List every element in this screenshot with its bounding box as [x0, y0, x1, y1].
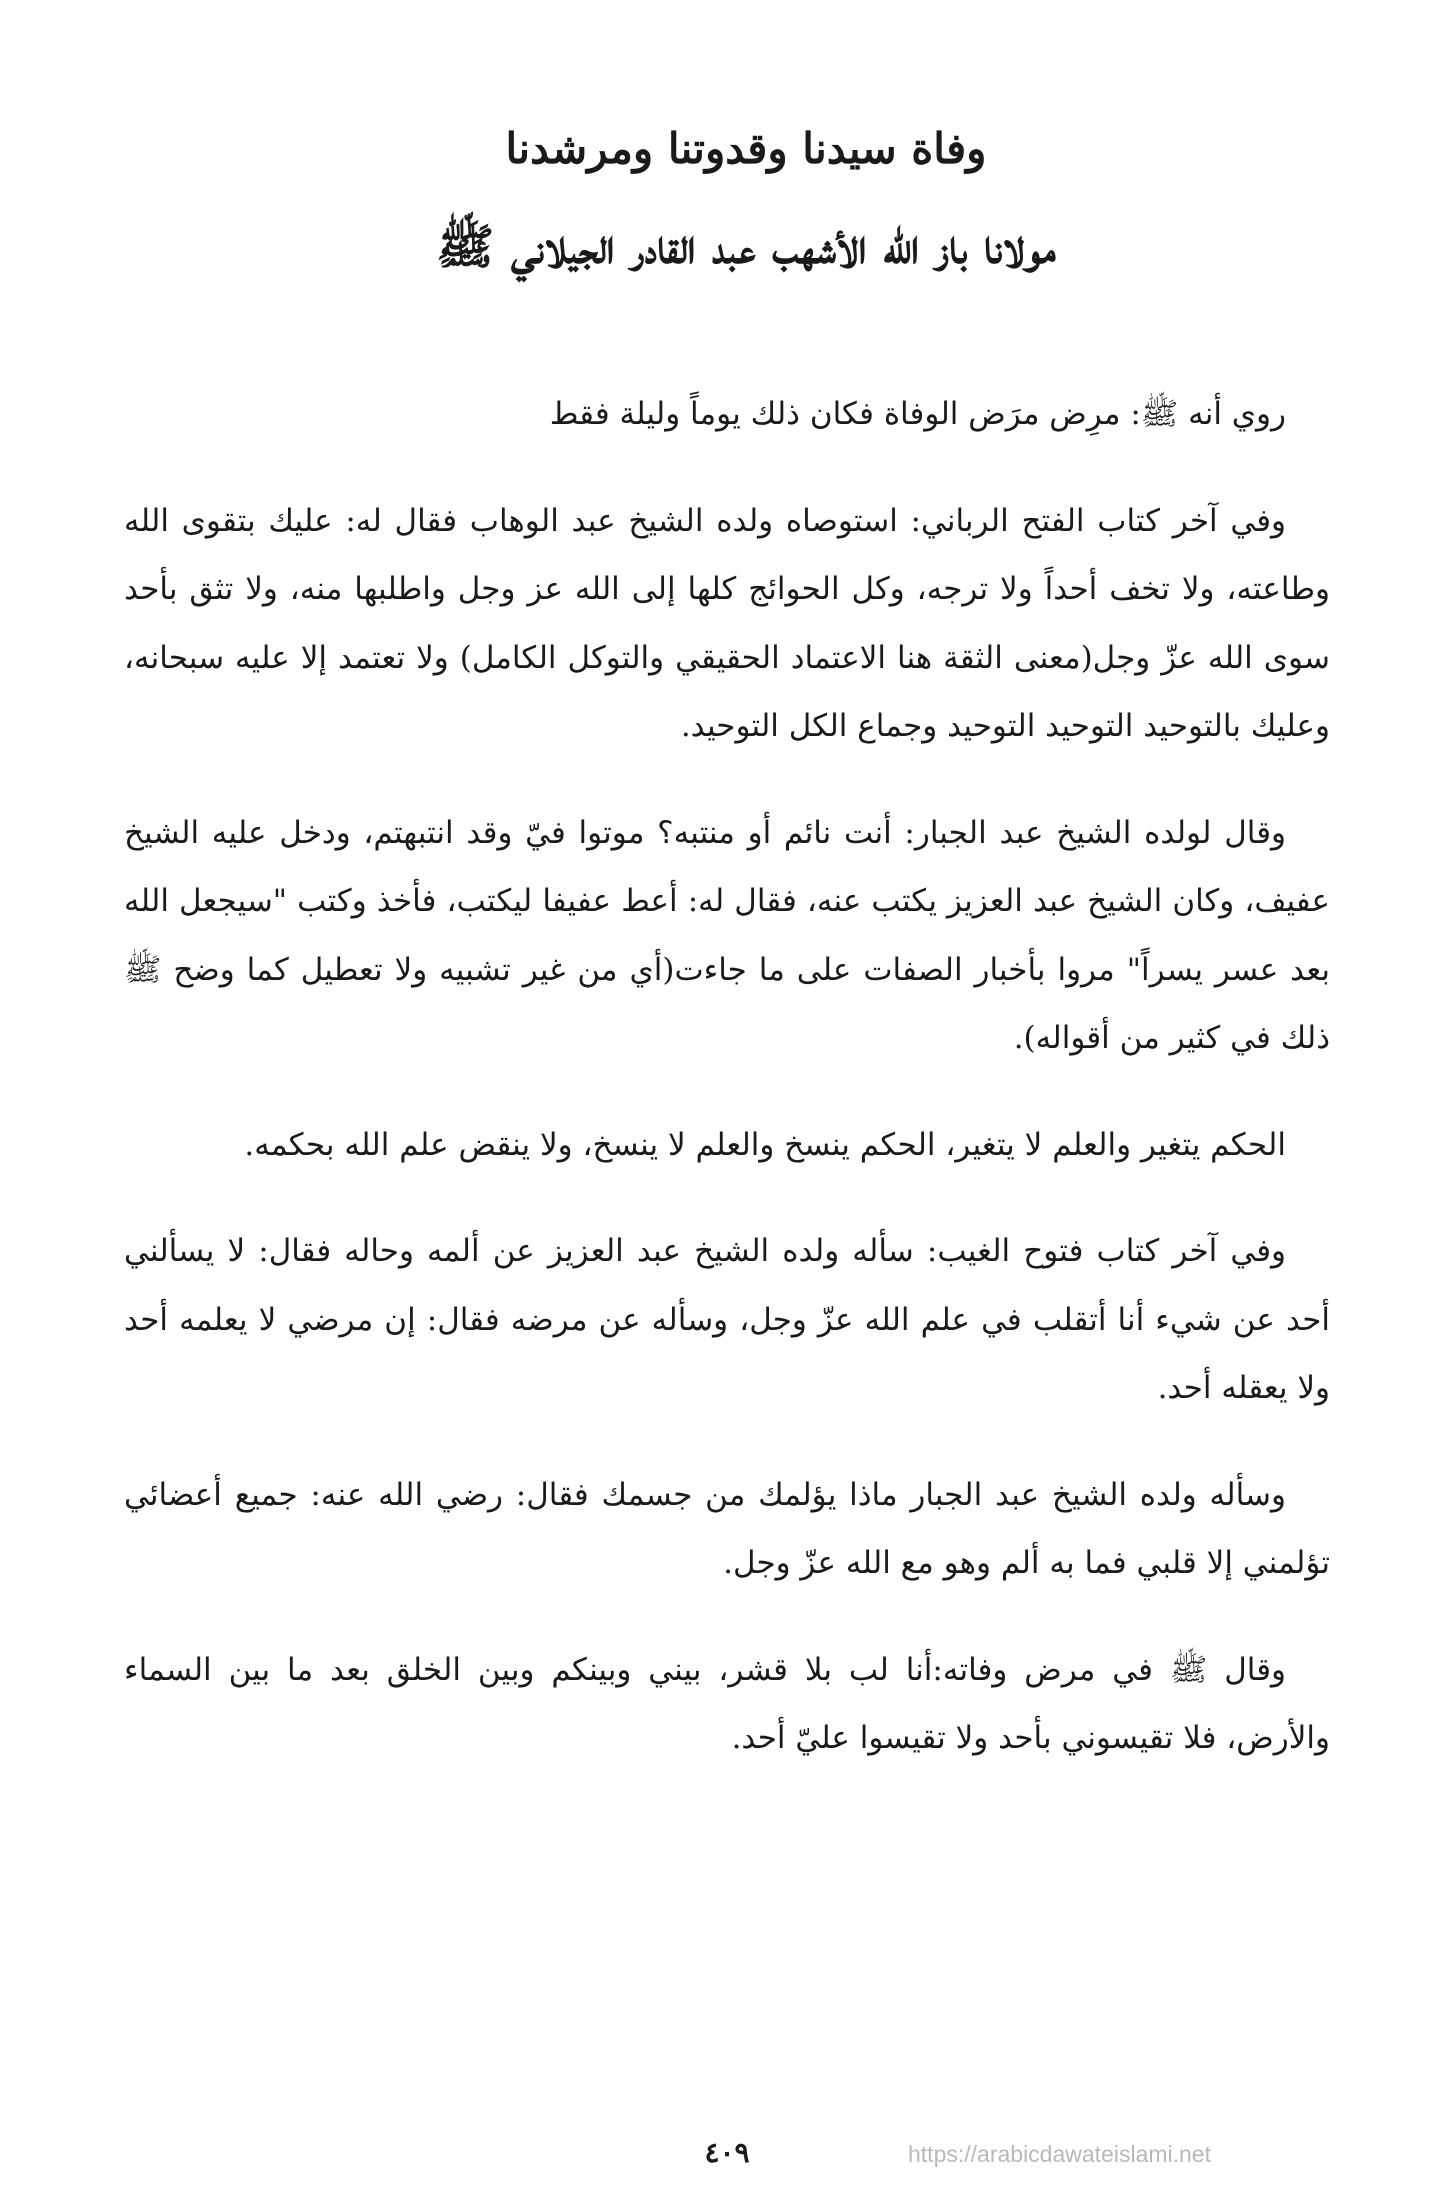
title-line-2: مولانا باز الله الأشهب عبد القادر الجيلاني ﷺ — [436, 219, 1056, 275]
paragraph: وفي آخر كتاب فتوح الغيب: سأله ولده الشيخ عبد العزيز عن ألمه وحاله فقال: لا يسألني أحد عن شيء أنا أتقلب في علم الله عزّ وجل، وسأله عن مرضه فقال: إن مرضي لا يعلمه أحد ولا يعقله أحد. — [124, 1233, 1330, 1406]
watermark: https://arabicdawateislami.net — [908, 2141, 1211, 2167]
paragraph: الحكم يتغير والعلم لا يتغير، الحكم ينسخ والعلم لا ينسخ، ولا ينقض علم الله بحكمه. — [244, 1126, 1286, 1163]
body-text — [124, 380, 1330, 1773]
title-line-1: وفاة سيدنا وقدوتنا ومرشدنا — [505, 124, 987, 173]
paragraph: وقال ﷺ في مرض وفاته:أنا لب بلا قشر، بيني وبينكم وبين الخلق بعد ما بين السماء والأرض، فلا تقيسوني بأحد ولا تقيسوا عليّ أحد. — [124, 1651, 1330, 1756]
paragraph: وفي آخر كتاب الفتح الرباني: استوصاه ولده الشيخ عبد الوهاب فقال له: عليك بتقوى الله وطاعته، ولا تخف أحداً ولا ترجه، وكل الحوائج كلها إلى الله عز وجل واطلبها منه، ولا تثق بأحد سوى الله عزّ وجل(معنى الثقة هنا الاعتماد الحقيقي والتوكل الكامل) ولا تعتمد إلا عليه سبحانه، وعليك بالتوحيد التوحيد التوحيد وجماع الكل التوحيد. — [124, 502, 1330, 744]
paragraph: وقال لولده الشيخ عبد الجبار: أنت نائم أو منتبه؟ موتوا فيّ وقد انتبهتم، ودخل عليه الشيخ عفيف، وكان الشيخ عبد العزيز يكتب عنه، فقال له: أعط عفيفا ليكتب، فأخذ وكتب "سيجعل الله بعد عسر يسراً" مروا بأخبار الصفات على ما جاءت(أي من غير تشبيه ولا تعطيل كما وضح ﷺ ذلك في كثير من أقواله). — [124, 814, 1330, 1056]
paragraph: وسأله ولده الشيخ عبد الجبار ماذا يؤلمك من جسمك فقال: رضي الله عنه: جميع أعضائي تؤلمني إلا قلبي فما به ألم وهو مع الله عزّ وجل. — [124, 1476, 1330, 1581]
paragraph: روي أنه ﷺ: مرِض مرَض الوفاة فكان ذلك يوماً وليلة فقط — [549, 396, 1286, 432]
page-number: ٤٠٩ — [704, 2136, 750, 2169]
